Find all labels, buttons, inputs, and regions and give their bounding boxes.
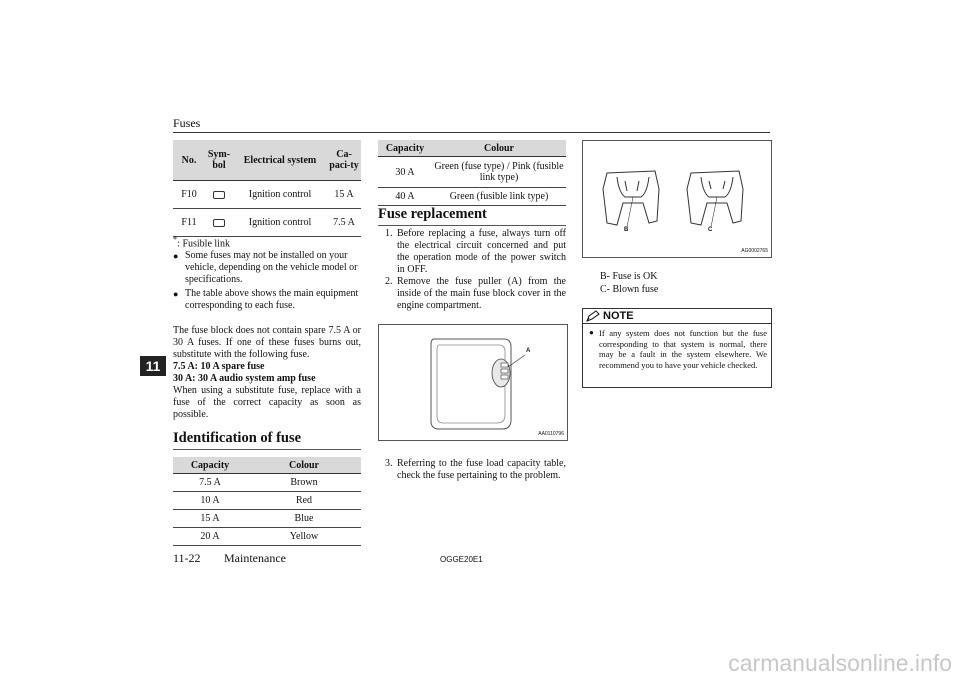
bullet-icon: ● — [173, 289, 179, 299]
capacity-cell: 40 A — [378, 188, 432, 206]
identification-table — [173, 457, 361, 546]
step-number: 3. — [385, 458, 393, 469]
list-item — [385, 458, 566, 482]
capacity-cell: 15 A — [173, 510, 247, 528]
bullet-icon: ● — [173, 251, 179, 261]
figure-captions — [600, 270, 658, 296]
colour-cell: Green (fusible link type) — [432, 188, 566, 206]
bullet-text: The table above shows the main equipment corresponding to each fuse. — [185, 288, 359, 311]
replacement-title: Fuse replacement — [378, 206, 487, 222]
figure-code: AG0002765 — [741, 248, 768, 254]
table-row — [173, 492, 361, 510]
fuse-table — [173, 140, 361, 237]
colour-cell: Green (fuse type) / Pink (fusible link type) — [432, 157, 566, 188]
spare-line-1: 7.5 A: 10 A spare fuse — [173, 361, 265, 372]
capacity-cell: 30 A — [378, 157, 432, 188]
steps-list-continued — [385, 458, 566, 482]
watermark: carmanualsonline.info — [728, 650, 952, 676]
step-number: 1. — [385, 228, 393, 239]
table-row — [378, 157, 566, 188]
step-number: 2. — [385, 276, 393, 287]
fuse-block-illustration — [379, 325, 567, 440]
caption-c: C- Blown fuse — [600, 284, 659, 295]
col-symbol: Sym-bol — [205, 140, 233, 181]
note-pencil-icon — [586, 310, 600, 322]
table-row — [173, 209, 361, 237]
header-rule — [173, 132, 770, 133]
list-item — [385, 276, 566, 312]
fuse-no: F11 — [173, 209, 205, 237]
table-row — [173, 181, 361, 209]
spare-intro: The fuse block does not contain spare 7.5 A or 30 A fuses. If one of these fuses burns out, substitute with the following fuse. — [173, 325, 361, 360]
section-rule — [378, 225, 566, 226]
label-c: C — [708, 227, 713, 233]
footnote-marker: * — [173, 235, 178, 244]
label-a: A — [526, 348, 531, 354]
label-b: B — [624, 227, 629, 233]
bullet-list — [173, 250, 361, 314]
col-no: No. — [173, 140, 205, 181]
note-body — [583, 324, 771, 370]
spare-line-2: 30 A: 30 A audio system amp fuse — [173, 373, 316, 384]
footer-page-number: 11-22 — [173, 551, 201, 565]
footnote-text: : Fusible link — [177, 238, 230, 250]
note-text: If any system does not function but the fuse corresponding to that system is normal, there may be a fault in the system elsewhere. We recommend you to have your vehicle checked. — [599, 328, 767, 370]
list-item — [173, 288, 361, 312]
fuse-no: F10 — [173, 181, 205, 209]
note-box — [582, 308, 772, 388]
capacity-cell: 20 A — [173, 528, 247, 546]
list-item — [385, 228, 566, 276]
step-text: Referring to the fuse load capacity table, check the fuse pertaining to the problem. — [397, 458, 566, 481]
colour-cell: Red — [247, 492, 361, 510]
step-text: Remove the fuse puller (A) from the inside of the main fuse block cover in the engine compartment. — [397, 276, 566, 311]
fuse-system: Ignition control — [233, 209, 327, 237]
capacity-cell: 10 A — [173, 492, 247, 510]
colour-cell: Blue — [247, 510, 361, 528]
table-row — [173, 528, 361, 546]
col-capacity: Capacity — [173, 457, 247, 474]
figure-code: AA0110796 — [538, 431, 564, 437]
steps-list — [385, 228, 566, 312]
note-title: NOTE — [603, 310, 634, 322]
spare-fuse-paragraph — [173, 325, 361, 421]
colour-cell: Brown — [247, 474, 361, 492]
section-rule — [173, 449, 361, 450]
footer-chapter: Maintenance — [224, 551, 286, 565]
list-item — [173, 250, 361, 286]
capacity-table-continued — [378, 140, 566, 206]
header-title: Fuses — [173, 116, 201, 130]
fuse-capacity: 7.5 A — [327, 209, 361, 237]
bullet-text: Some fuses may not be installed on your vehicle, depending on the vehicle model or specifications. — [185, 250, 358, 285]
fuse-condition-figure — [582, 140, 772, 258]
capacity-cell: 7.5 A — [173, 474, 247, 492]
colour-cell: Yellow — [247, 528, 361, 546]
footnote — [173, 234, 361, 250]
spare-outro: When using a substitute fuse, replace with a fuse of the correct capacity as soon as possible. — [173, 385, 361, 420]
col-system: Electrical system — [233, 140, 327, 181]
col-capacity: Capacity — [378, 140, 432, 157]
table-row — [173, 510, 361, 528]
fuse-icon — [213, 191, 225, 199]
note-header — [583, 309, 771, 324]
fuse-capacity: 15 A — [327, 181, 361, 209]
step-text: Before replacing a fuse, always turn off the electrical circuit concerned and put the operation mode of the power switch in OFF. — [397, 228, 566, 275]
footer-code: OGGE20E1 — [440, 555, 483, 564]
col-colour: Colour — [432, 140, 566, 157]
table-row — [378, 188, 566, 206]
table-row — [173, 474, 361, 492]
identification-title: Identification of fuse — [173, 430, 302, 446]
fuse-block-figure — [378, 324, 568, 441]
fuse-illustration — [583, 141, 771, 257]
col-capacity: Ca-paci-ty — [327, 140, 361, 181]
col-colour: Colour — [247, 457, 361, 474]
bullet-icon: ● — [589, 328, 594, 337]
fuse-system: Ignition control — [233, 181, 327, 209]
fuse-icon — [213, 219, 225, 227]
fuse-symbol — [205, 181, 233, 209]
fuse-symbol — [205, 209, 233, 237]
chapter-tab: 11 — [140, 356, 166, 376]
caption-b: B- Fuse is OK — [600, 271, 658, 282]
